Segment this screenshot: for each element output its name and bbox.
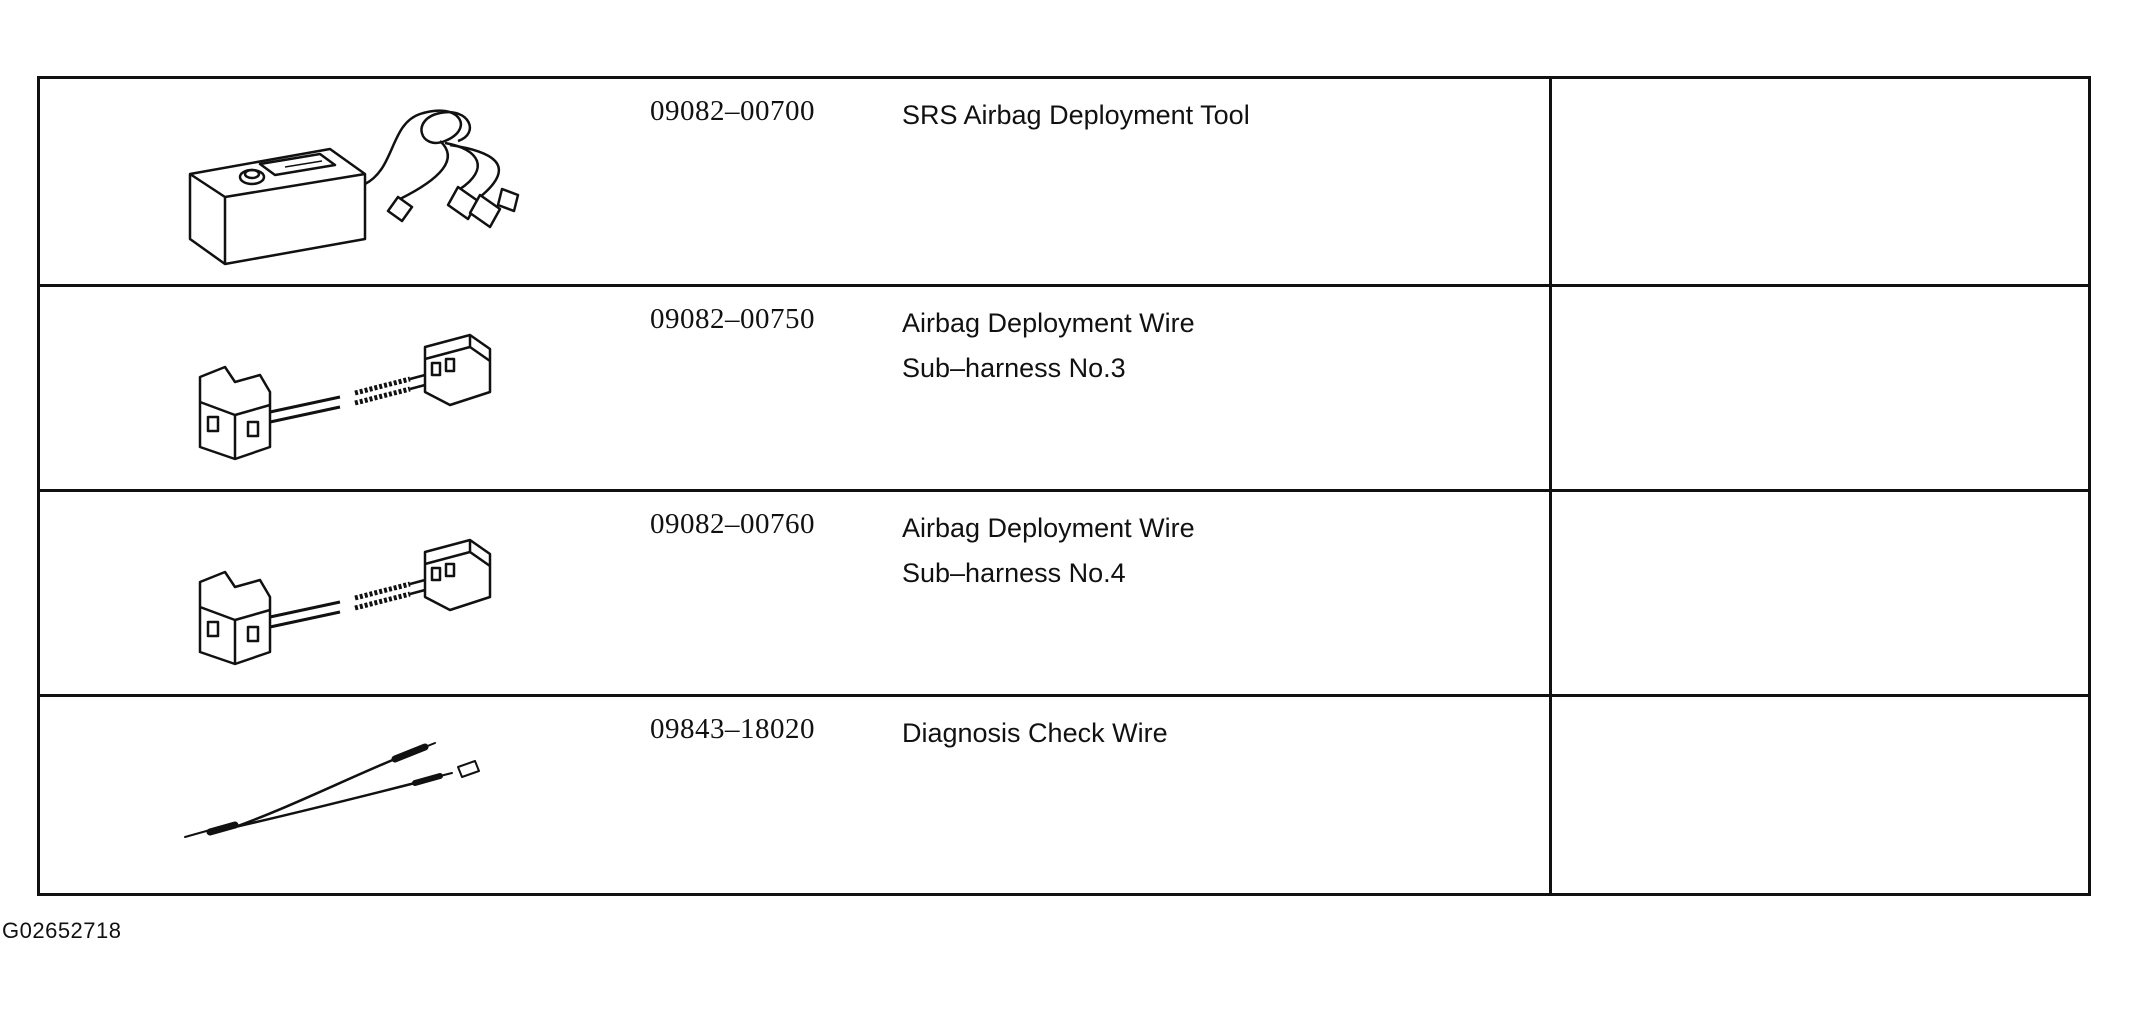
column-divider: [1549, 79, 1552, 893]
description-line: Airbag Deployment Wire: [902, 308, 1195, 338]
description-line: Sub–harness No.3: [902, 353, 1126, 383]
table-row: [40, 489, 2088, 694]
description-line: Sub–harness No.4: [902, 558, 1126, 588]
part-number: 09082–00760: [650, 508, 815, 540]
tool-description: [902, 711, 1168, 756]
table-row: [40, 284, 2088, 489]
figure-code: G02652718: [2, 918, 122, 943]
tool-description: [902, 506, 1195, 596]
part-number: 09843–18020: [650, 713, 815, 745]
part-number: 09082–00700: [650, 95, 815, 127]
description-line: SRS Airbag Deployment Tool: [902, 100, 1250, 130]
table-row: [40, 79, 2088, 284]
sub-harness-icon: [140, 287, 600, 487]
description-line: Airbag Deployment Wire: [902, 513, 1195, 543]
part-number: 09082–00750: [650, 303, 815, 335]
tool-description: [902, 301, 1195, 391]
special-tools-table: [37, 76, 2091, 896]
check-wire-icon: [140, 697, 600, 897]
tool-description: [902, 93, 1250, 138]
deployment-tool-icon: [140, 79, 600, 279]
description-line: Diagnosis Check Wire: [902, 718, 1168, 748]
table-row: [40, 694, 2088, 893]
sub-harness-icon: [140, 492, 600, 692]
